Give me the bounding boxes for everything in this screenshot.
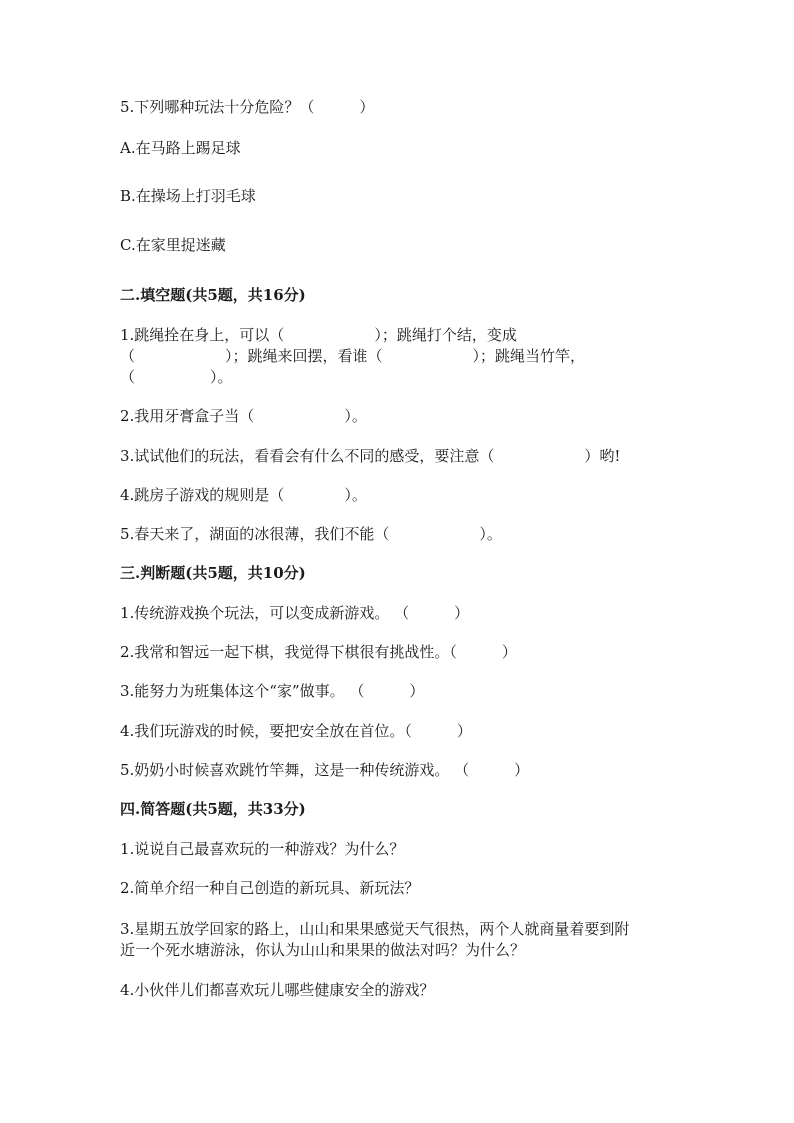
short-question-1: 1.说说自己最喜欢玩的一种游戏？为什么？ xyxy=(120,840,405,858)
fill-question-1-line-2: （ ）；跳绳来回摆，看谁（ ）；跳绳当竹竿， xyxy=(120,347,586,365)
judge-question-1: 1.传统游戏换个玩法，可以变成新游戏。 （ ） xyxy=(120,604,470,622)
option-a: A.在马路上踢足球 xyxy=(120,139,241,157)
fill-question-2: 2.我用牙膏盒子当（ ）。 xyxy=(120,407,367,425)
short-question-3-line-1: 3.星期五放学回家的路上，山山和果果感觉天气很热，两个人就商量着要到附 xyxy=(120,920,630,938)
short-question-4: 4.小伙伴儿们都喜欢玩儿哪些健康安全的游戏？ xyxy=(120,981,435,999)
judge-question-2: 2.我常和智远一起下棋，我觉得下棋很有挑战性。（ ） xyxy=(120,643,517,661)
fill-question-5: 5.春天来了，湖面的冰很薄，我们不能（ ）。 xyxy=(120,525,502,543)
option-b: B.在操场上打羽毛球 xyxy=(120,187,256,205)
short-question-2: 2.简单介绍一种自己创造的新玩具、新玩法？ xyxy=(120,879,420,897)
fill-question-1-line-1: 1.跳绳拴在身上，可以（ ）；跳绳打个结，变成 xyxy=(120,326,517,344)
fill-question-3: 3.试试他们的玩法，看看会有什么不同的感受，要注意（ ）哟! xyxy=(120,447,621,465)
option-c: C.在家里捉迷藏 xyxy=(120,236,226,254)
judge-question-5: 5.奶奶小时候喜欢跳竹竿舞，这是一种传统游戏。 （ ） xyxy=(120,761,530,779)
section-heading-fill-in: 二.填空题(共5题，共16分) xyxy=(120,286,306,304)
section-heading-short-answer: 四.简答题(共5题，共33分) xyxy=(120,800,306,818)
fill-question-4: 4.跳房子游戏的规则是（ ）。 xyxy=(120,486,367,504)
fill-question-1-line-3: （ ）。 xyxy=(120,368,233,386)
judge-question-4: 4.我们玩游戏的时候，要把安全放在首位。（ ） xyxy=(120,722,472,740)
judge-question-3: 3.能努力为班集体这个“家”做事。 （ ） xyxy=(120,682,425,700)
choice-question-5: 5.下列哪种玩法十分危险？（ ） xyxy=(120,98,375,116)
short-question-3-line-2: 近一个死水塘游泳，你认为山山和果果的做法对吗？为什么？ xyxy=(120,941,526,959)
section-heading-true-false: 三.判断题(共5题，共10分) xyxy=(120,564,306,582)
